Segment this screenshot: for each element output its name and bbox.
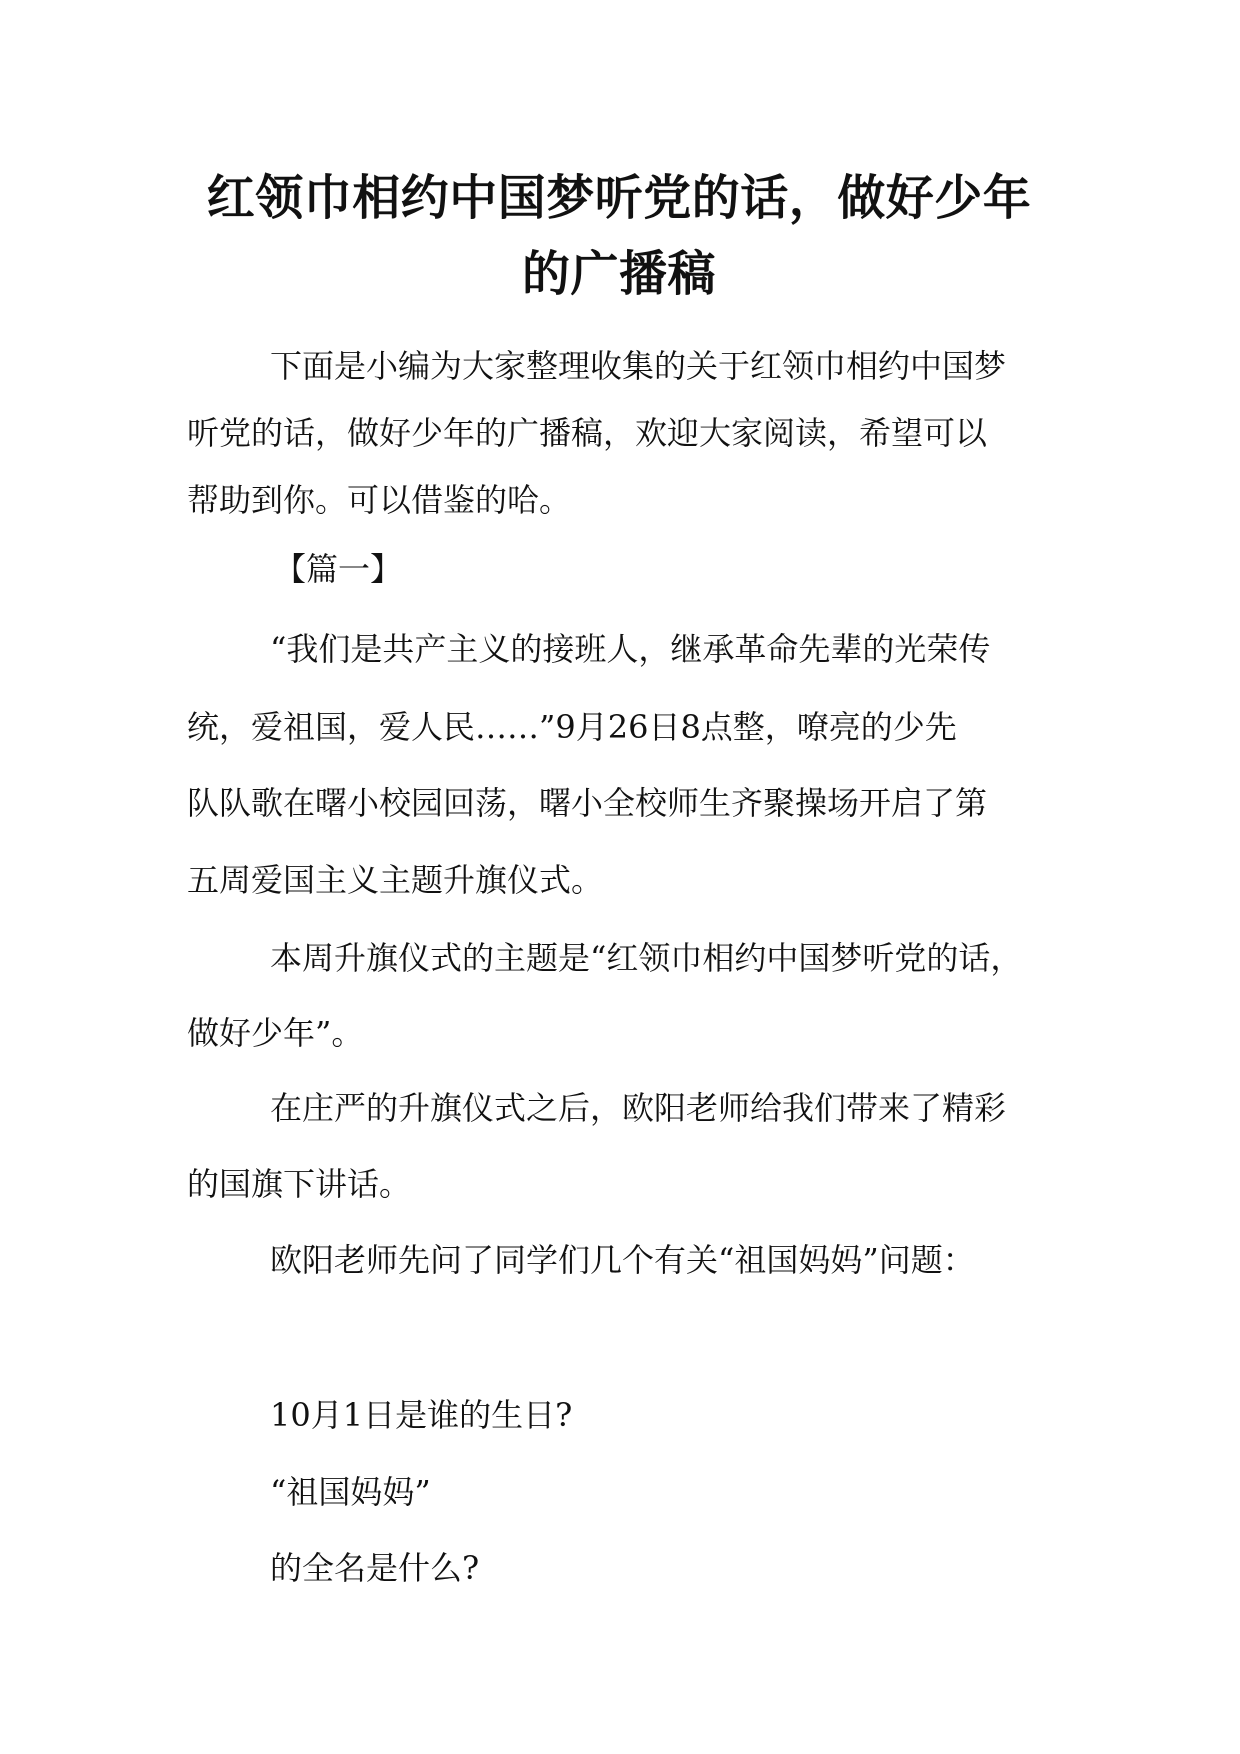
title-line-1: 红领巾相约中国梦听党的话，做好少年 xyxy=(206,170,1032,226)
para1-line-2: 统，爱祖国，爱人民……”9月26日8点整，嘹亮的少先 xyxy=(187,708,957,746)
question-2-part-2: 的全名是什么? xyxy=(270,1549,480,1587)
para1-line-1: “我们是共产主义的接班人，继承革命先辈的光荣传 xyxy=(270,630,991,668)
para4-line: 欧阳老师先问了同学们几个有关“祖国妈妈”问题： xyxy=(270,1241,975,1279)
question-2-part-1: “祖国妈妈” xyxy=(270,1473,431,1511)
title-line-2: 的广播稿 xyxy=(521,246,716,302)
para3-line-2: 的国旗下讲话。 xyxy=(187,1165,412,1203)
question-1: 10月1日是谁的生日? xyxy=(270,1396,573,1434)
para2-line-1: 本周升旗仪式的主题是“红领巾相约中国梦听党的话， xyxy=(270,939,1023,977)
intro-line-2: 听党的话，做好少年的广播稿，欢迎大家阅读，希望可以 xyxy=(187,414,988,452)
intro-line-3: 帮助到你。可以借鉴的哈。 xyxy=(187,481,572,519)
intro-line-1: 下面是小编为大家整理收集的关于红领巾相约中国梦 xyxy=(270,347,1007,385)
section-heading: 【篇一】 xyxy=(274,550,403,588)
para2-line-2: 做好少年”。 xyxy=(187,1014,364,1052)
document-title xyxy=(186,160,1052,312)
para3-line-1: 在庄严的升旗仪式之后，欧阳老师给我们带来了精彩 xyxy=(270,1089,1007,1127)
para1-line-4: 五周爱国主义主题升旗仪式。 xyxy=(187,861,604,899)
para1-line-3: 队队歌在曙小校园回荡，曙小全校师生齐聚操场开启了第 xyxy=(187,784,988,822)
